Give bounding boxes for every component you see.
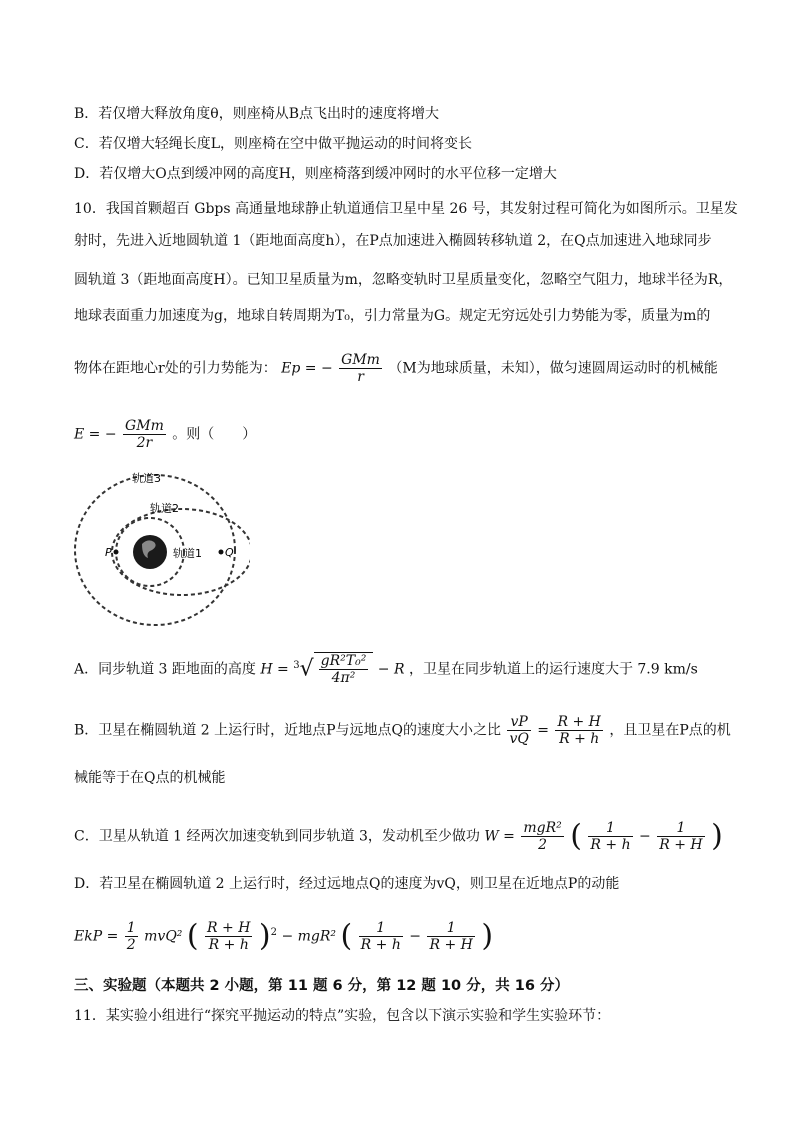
radicand-fraction	[319, 653, 369, 686]
work-term-1-numerator: 1	[588, 820, 632, 837]
q11-text: 11．某实验小组进行“探究平抛运动的特点”实验，包含以下演示实验和学生实验环节：	[74, 1008, 611, 1024]
e-numerator: GMm	[125, 418, 164, 434]
option-b	[74, 714, 740, 747]
half-denominator: 2	[126, 937, 136, 953]
left-paren: (	[570, 818, 582, 854]
right-paren-d1: )	[258, 918, 271, 954]
option-d-line1: D．若卫星在椭圆轨道 2 上运行时，经过远地点Q的速度为vQ，则卫星在近地点P的动能	[74, 876, 620, 892]
question-stem-end: 。则（ ）	[172, 426, 257, 443]
option-b-line2: 械能等于在Q点的机械能	[74, 770, 226, 786]
half-numerator: 1	[126, 920, 136, 936]
option-d-prev: D．若仅增大O点到缓冲网的高度H，则座椅落到缓冲网时的水平位移一定增大	[74, 166, 557, 182]
option-a-text: A．同步轨道 3 距地面的高度	[74, 661, 256, 678]
q10-line5	[74, 352, 740, 385]
ep-numerator: GMm	[341, 352, 380, 368]
radius-ratio	[555, 714, 602, 747]
e-fraction	[123, 418, 166, 451]
d-term-2-denominator: R + H	[429, 937, 473, 953]
minus-sign-d: −	[409, 928, 422, 945]
h-lhs: H =	[260, 661, 289, 678]
radius-fraction-d-denominator: R + h	[208, 937, 249, 953]
orbit-1-label: 轨道1	[173, 547, 202, 560]
option-c-prev: C．若仅增大轻绳长度L，则座椅在空中做平抛运动的时间将变长	[74, 136, 473, 152]
q10-line1: 10．我国首颗超百 Gbps 高通量地球静止轨道通信卫星中星 26 号，其发射过程可简化为如图所示。卫星发	[74, 201, 738, 217]
work-coefficient-numerator: mgR²	[523, 820, 562, 836]
d-term-2	[427, 920, 474, 953]
left-paren-d2: (	[340, 918, 353, 954]
earth-icon	[133, 535, 167, 569]
section-3-heading: 三、实验题（本题共 2 小题，第 11 题 6 分，第 12 题 10 分，共 16 分）	[74, 978, 569, 994]
d-term-1-numerator: 1	[359, 920, 403, 937]
work-term-1-denominator: R + h	[590, 837, 631, 853]
radius-fraction-d	[205, 920, 252, 953]
work-term-2	[657, 820, 704, 853]
minus-mgr2: − mgR²	[281, 928, 337, 945]
half-fraction	[125, 920, 138, 953]
ep-lhs: Ep = −	[281, 360, 333, 377]
q10-line2: 射时，先进入近地圆轨道 1（距地面高度h），在P点加速进入椭圆转移轨道 2，在Q点加速进入地球同步	[74, 233, 712, 249]
option-b-prev: B．若仅增大释放角度θ，则座椅从B点飞出时的速度将增大	[74, 106, 440, 122]
minus-sign: −	[639, 828, 651, 845]
q10-energy-line	[74, 418, 740, 451]
orbit-3-label: 轨道3	[132, 472, 161, 485]
radicand-denominator: 4π²	[331, 670, 356, 686]
left-paren-d1: (	[186, 918, 199, 954]
e-denominator: 2r	[136, 435, 153, 451]
work-term-1	[588, 820, 632, 853]
square-exponent: 2	[270, 926, 277, 938]
speed-ratio-denominator: vQ	[509, 731, 529, 747]
q10-line4: 地球表面重力加速度为g，地球自转周期为T₀，引力常量为G。规定无穷远处引力势能为零，质量为m的	[74, 308, 711, 324]
d-term-1-denominator: R + h	[360, 937, 401, 953]
e-lhs: E = −	[74, 426, 117, 443]
speed-ratio	[507, 714, 530, 747]
mv-squared: mvQ²	[144, 928, 183, 945]
point-p-dot	[114, 550, 119, 555]
option-c	[74, 820, 740, 853]
w-lhs: W =	[484, 828, 515, 845]
option-c-text: C．卫星从轨道 1 经两次加速变轨到同步轨道 3，发动机至少做功	[74, 828, 480, 845]
radical-sign: √	[299, 656, 314, 682]
radicand	[314, 652, 374, 686]
potential-energy-intro: 物体在距地心r处的引力势能为：	[74, 360, 277, 377]
point-p-label: P	[105, 546, 112, 559]
d-term-2-numerator: 1	[427, 920, 474, 937]
cube-root-index: 3	[293, 659, 300, 671]
radius-ratio-numerator: R + H	[557, 714, 601, 730]
right-paren: )	[711, 818, 723, 854]
radius-ratio-denominator: R + h	[559, 731, 600, 747]
work-term-2-denominator: R + H	[659, 837, 703, 853]
option-d-formula	[74, 920, 740, 953]
potential-energy-note: （M为地球质量，未知），做匀速圆周运动时的机械能	[388, 360, 718, 377]
option-a-speed-claim: ，卫星在同步轨道上的运行速度大于 7.9 km/s	[408, 661, 698, 678]
point-q-dot	[219, 550, 224, 555]
right-paren-d2: )	[481, 918, 494, 954]
radius-fraction-d-numerator: R + H	[207, 920, 251, 936]
speed-ratio-numerator: vP	[507, 714, 530, 731]
minus-r: − R	[377, 661, 405, 678]
point-q-label: Q	[225, 546, 234, 559]
work-coefficient-denominator: 2	[538, 837, 548, 853]
ep-fraction	[339, 352, 382, 385]
option-b-energy-claim: ，且卫星在P点的机	[609, 722, 731, 739]
q10-line3: 圆轨道 3（距地面高度H）。已知卫星质量为m，忽略变轨时卫星质量变化，忽略空气阻力，地球半径为R，	[74, 272, 733, 288]
orbit-diagram	[70, 462, 250, 628]
ep-denominator: r	[357, 369, 364, 385]
equals-sign: =	[537, 722, 550, 739]
option-b-text: B．卫星在椭圆轨道 2 上运行时，近地点P与远地点Q的速度大小之比	[74, 722, 501, 739]
radicand-numerator: gR²T₀²	[320, 653, 367, 669]
ek-lhs: EkP =	[74, 928, 119, 945]
option-a	[74, 652, 740, 686]
d-term-1	[359, 920, 403, 953]
orbit-2-label: 轨道2	[150, 502, 179, 515]
work-term-2-numerator: 1	[657, 820, 704, 837]
work-coefficient	[521, 820, 563, 853]
